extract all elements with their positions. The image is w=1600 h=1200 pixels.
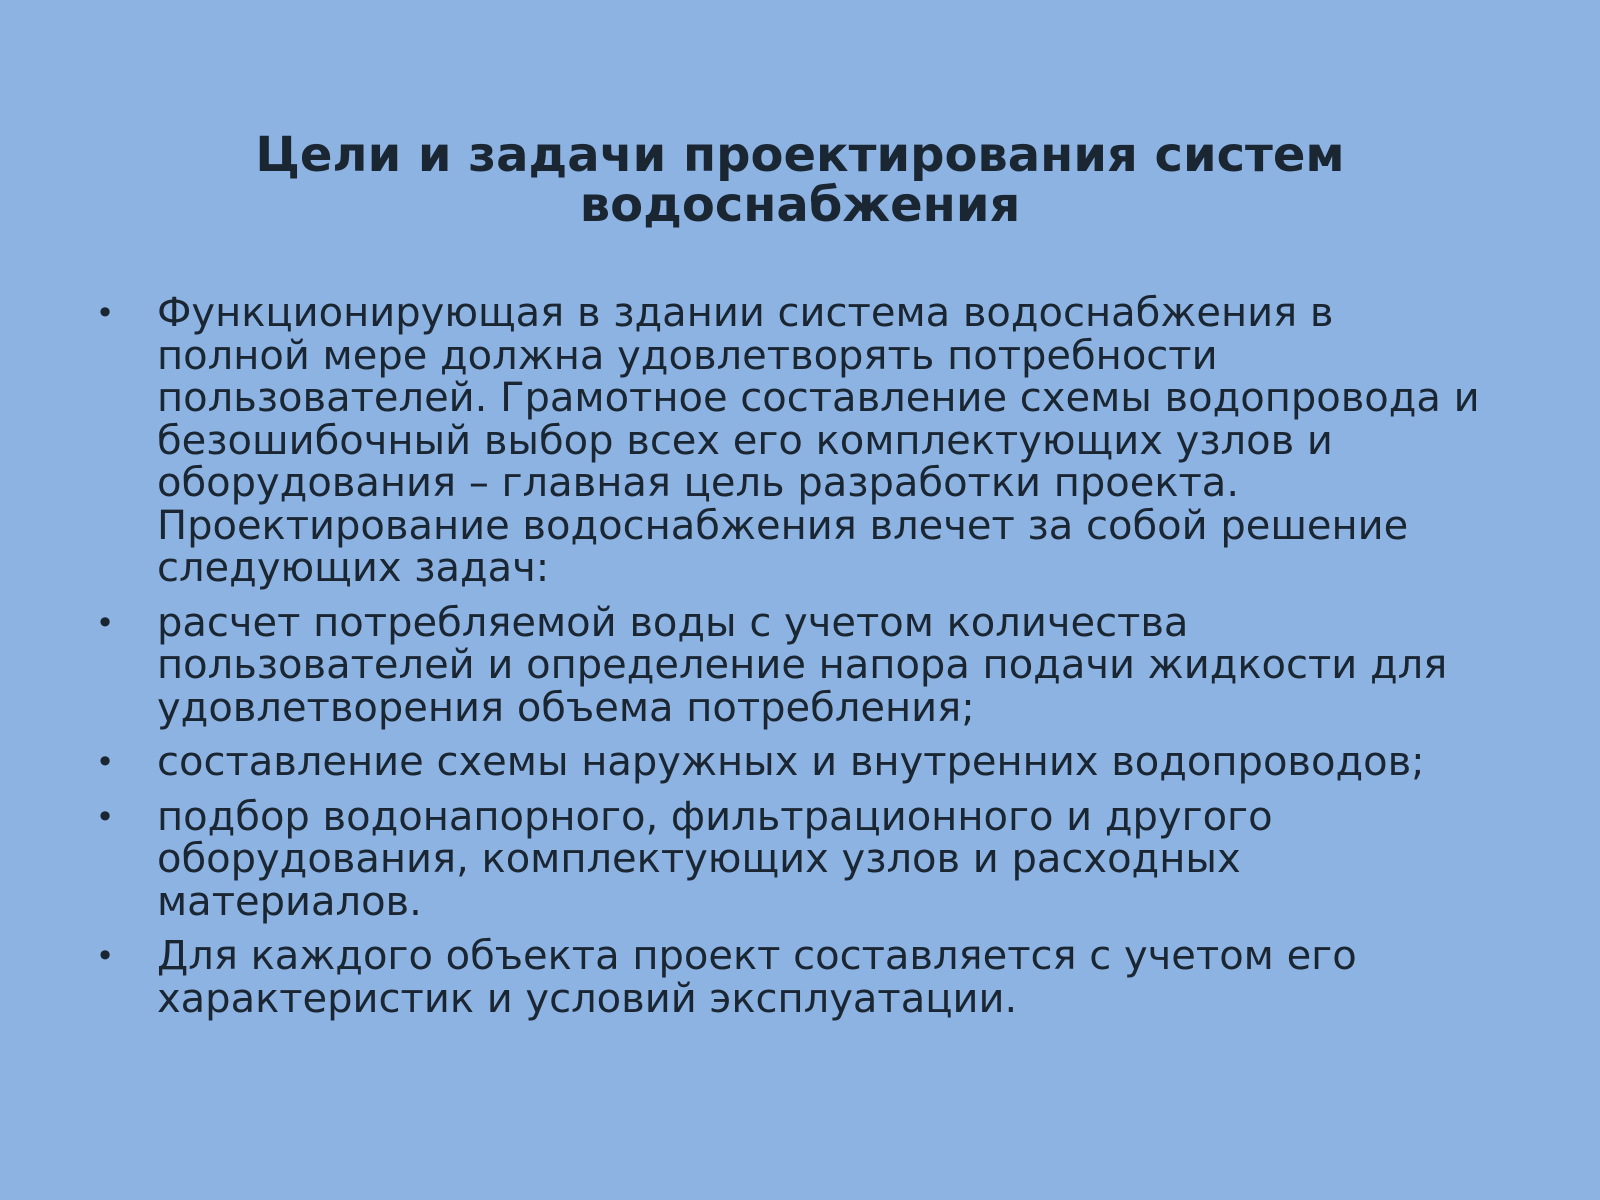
bullet-icon: • <box>95 603 115 642</box>
list-item <box>0 793 1600 925</box>
bullet-icon: • <box>95 294 115 332</box>
bullet-text: Функционирующая в здании система водоснабжения в полной мере должна удовлетворять потребности пользователей. Грамотное составление схемы водопровода и безошибочный выбор всех его комплектующих узлов и оборудования – главная цель разработки проекта. Проектирование водоснабжения влечет за собой решение следующих задач: <box>157 290 1480 591</box>
bullet-text: составление схемы наружных и внутренних водопроводов; <box>157 739 1425 785</box>
list-item <box>0 935 1600 1020</box>
list-item <box>0 292 1600 590</box>
bullet-text: подбор водонапорного, фильтрационного и другого оборудования, комплектующих узлов и расходных материалов. <box>157 793 1273 925</box>
list-item <box>0 741 1600 784</box>
slide-title: Цели и задачи проектирования систем водоснабжения <box>255 127 1345 233</box>
bullet-list <box>0 292 1600 1032</box>
list-item <box>0 599 1600 731</box>
bullet-icon: • <box>95 797 115 836</box>
bullet-text: расчет потребляемой воды с учетом количества пользователей и определение напора подачи жидкости для удовлетворения объема потребления; <box>157 599 1448 731</box>
bullet-icon: • <box>95 937 115 975</box>
bullet-icon: • <box>95 743 115 781</box>
bullet-text: Для каждого объекта проект составляется с учетом его характеристик и условий эксплуатации. <box>157 933 1357 1022</box>
